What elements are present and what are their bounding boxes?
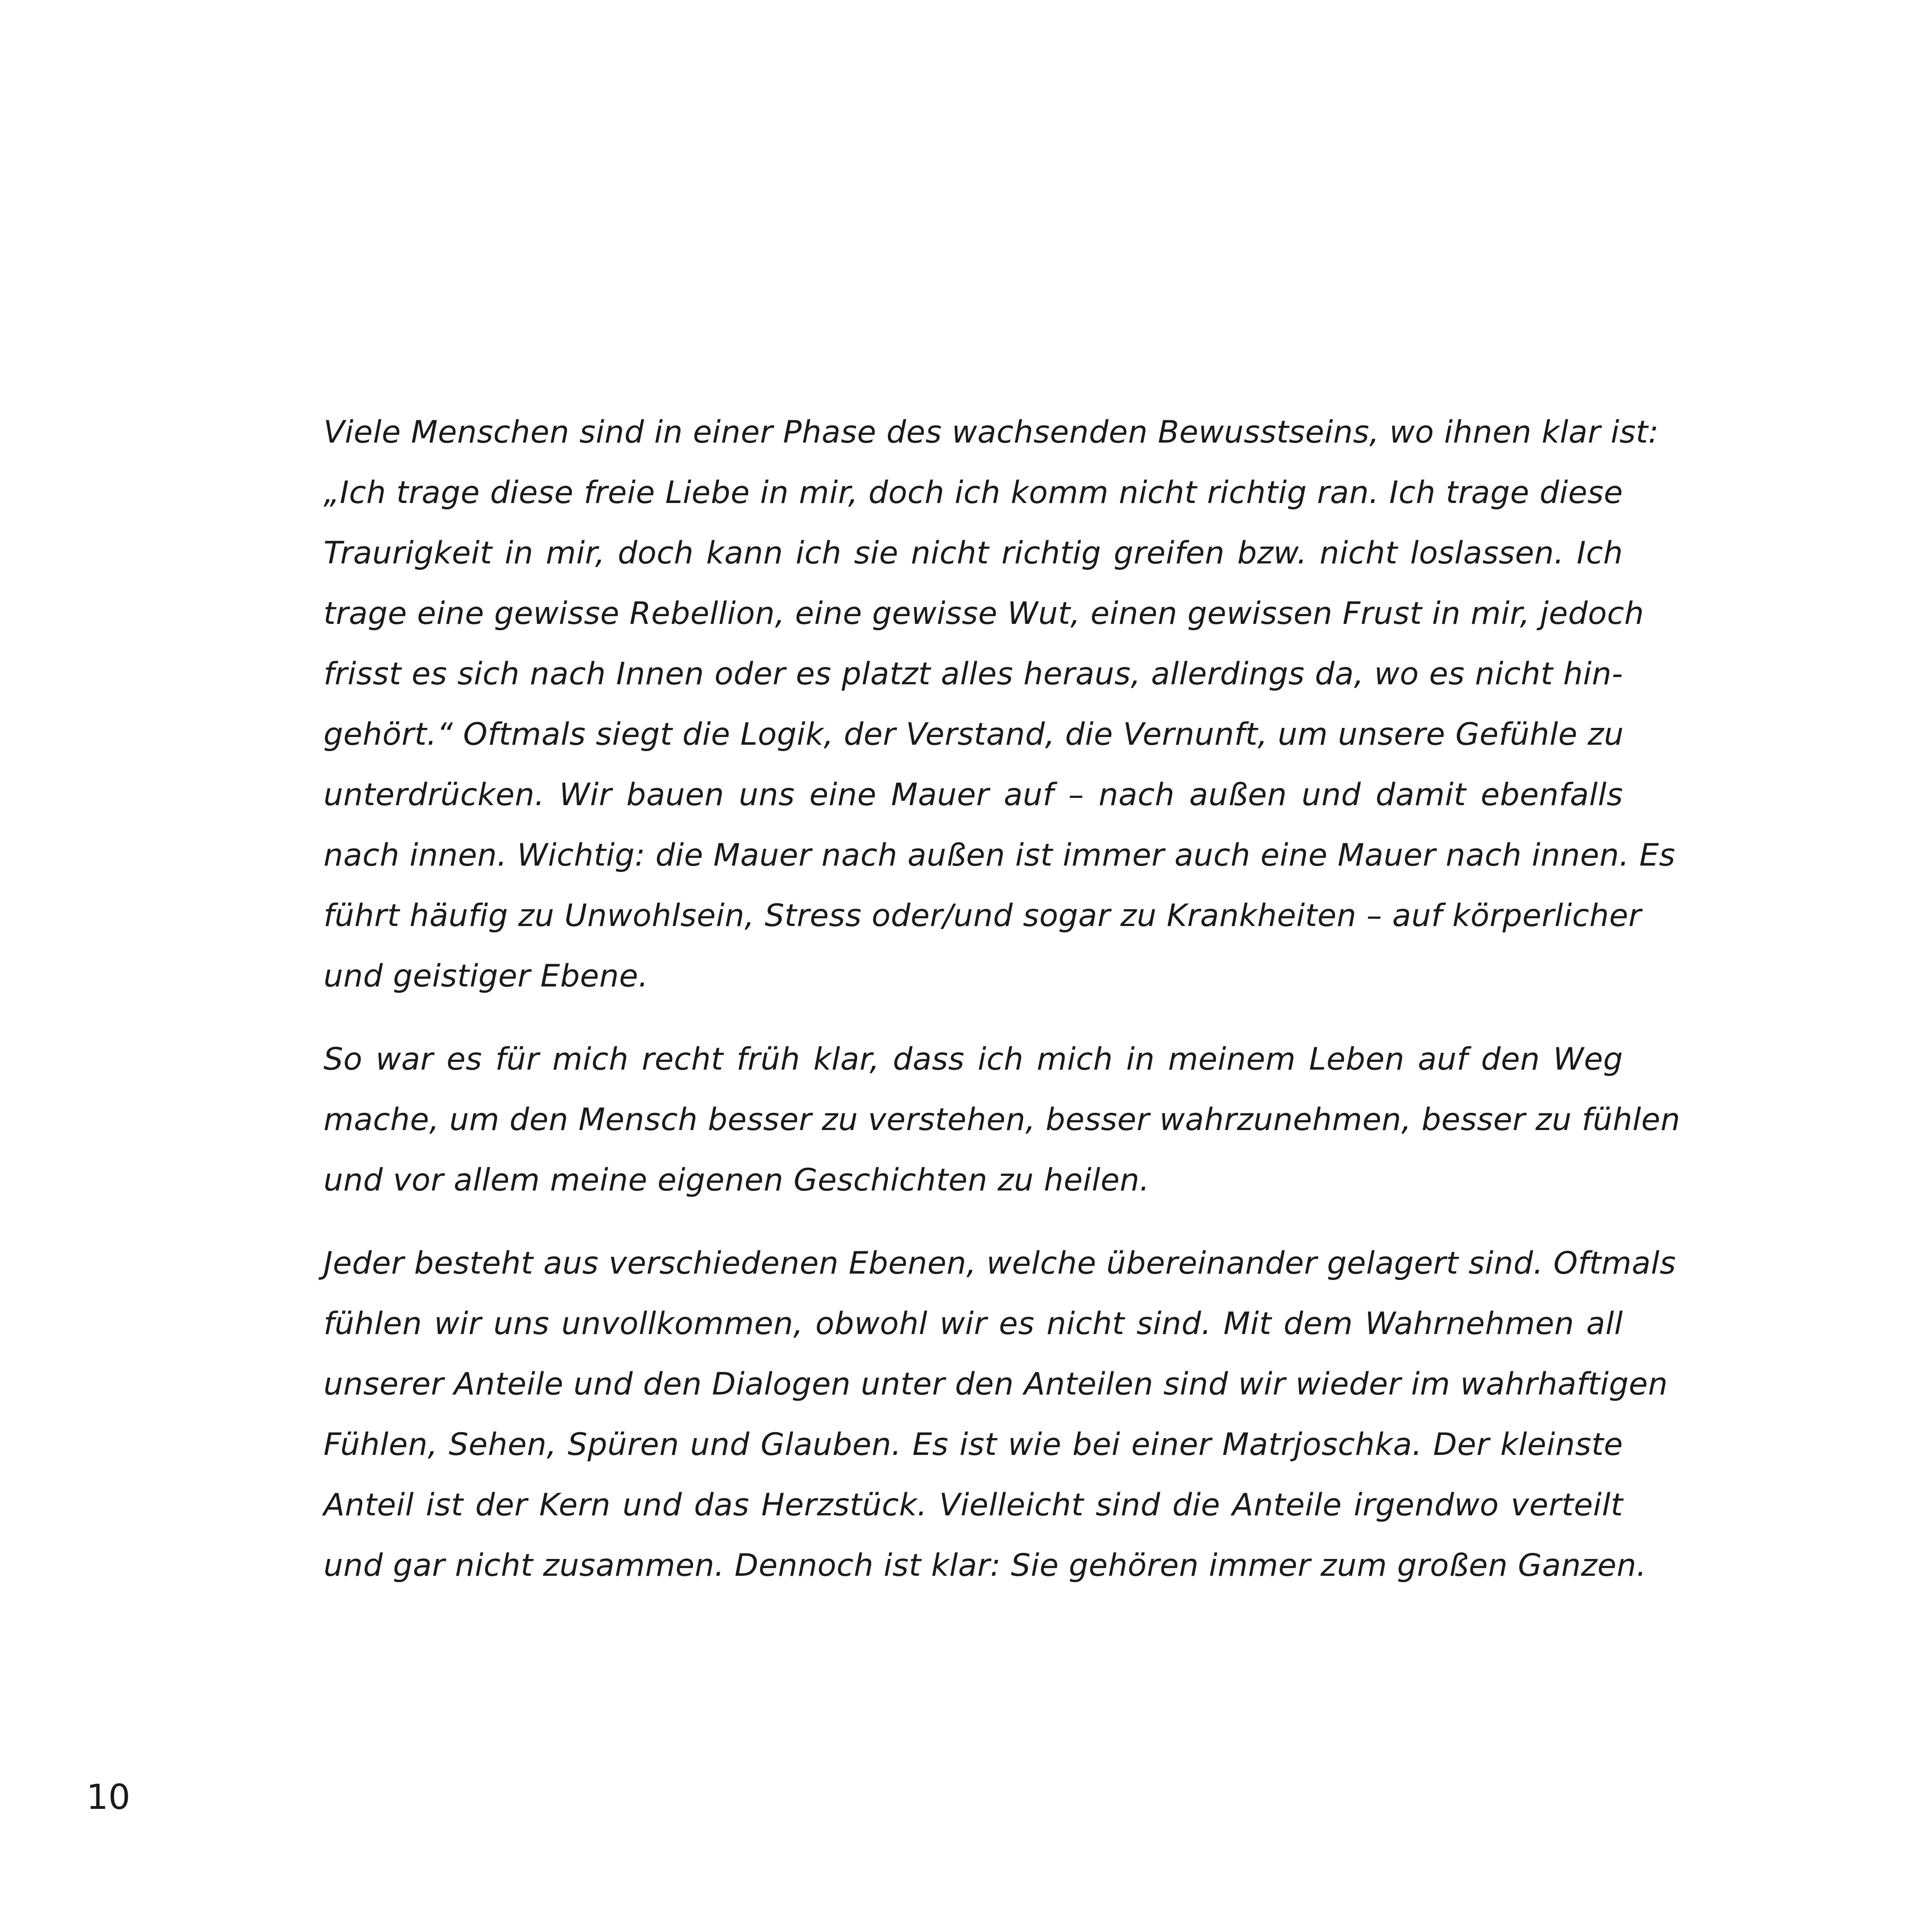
text-line: und geistiger Ebene.	[324, 958, 648, 994]
page-number: 10	[86, 1777, 130, 1817]
paragraph	[324, 1233, 1676, 1596]
text-line: Anteil ist der Kern und das Herzstück. Vielleicht sind die Anteile irgendwo verteilt	[324, 1487, 1623, 1523]
text-line: Jeder besteht aus verschiedenen Ebenen, welche übereinander gelagert sind. Oftmals	[324, 1245, 1676, 1281]
text-line: „Ich trage diese freie Liebe in mir, doch ich komm nicht richtig ran. Ich trage diese	[324, 475, 1623, 511]
body-text	[324, 402, 1681, 1596]
text-line: So war es für mich recht früh klar, dass ich mich in meinem Leben auf den Weg	[324, 1041, 1623, 1077]
paragraph	[324, 402, 1676, 1006]
text-line: mache, um den Mensch besser zu verstehen, besser wahrzunehmen, besser zu fühlen	[324, 1102, 1681, 1138]
text-line: nach innen. Wichtig: die Mauer nach außen ist immer auch eine Mauer nach innen. Es	[324, 837, 1676, 873]
text-line: frisst es sich nach Innen oder es platzt alles heraus, allerdings da, wo es nicht hin-	[324, 656, 1623, 692]
text-line: Fühlen, Sehen, Spüren und Glauben. Es ist wie bei einer Matrjoschka. Der kleinste	[324, 1427, 1623, 1463]
text-line: gehört.“ Oftmals siegt die Logik, der Verstand, die Vernunft, um unsere Gefühle zu	[324, 717, 1624, 752]
text-line: führt häufig zu Unwohlsein, Stress oder/und sogar zu Krankheiten – auf körperlicher	[324, 898, 1642, 934]
text-line: unserer Anteile und den Dialogen unter den Anteilen sind wir wieder im wahrhaftigen	[324, 1366, 1668, 1402]
text-line: Viele Menschen sind in einer Phase des wachsenden Bewusstseins, wo ihnen klar ist:	[324, 414, 1659, 450]
text-line: und gar nicht zusammen. Dennoch ist klar: Sie gehören immer zum großen Ganzen.	[324, 1548, 1647, 1583]
paragraph	[324, 1029, 1681, 1210]
text-line: fühlen wir uns unvollkommen, obwohl wir es nicht sind. Mit dem Wahrnehmen all	[324, 1306, 1623, 1342]
text-line: Traurigkeit in mir, doch kann ich sie nicht richtig greifen bzw. nicht loslassen. Ich	[324, 535, 1623, 571]
text-line: trage eine gewisse Rebellion, eine gewisse Wut, einen gewissen Frust in mir, jedoch	[324, 596, 1644, 632]
text-line: und vor allem meine eigenen Geschichten zu heilen.	[324, 1162, 1150, 1198]
text-line: unterdrücken. Wir bauen uns eine Mauer auf – nach außen und damit ebenfalls	[324, 777, 1623, 813]
